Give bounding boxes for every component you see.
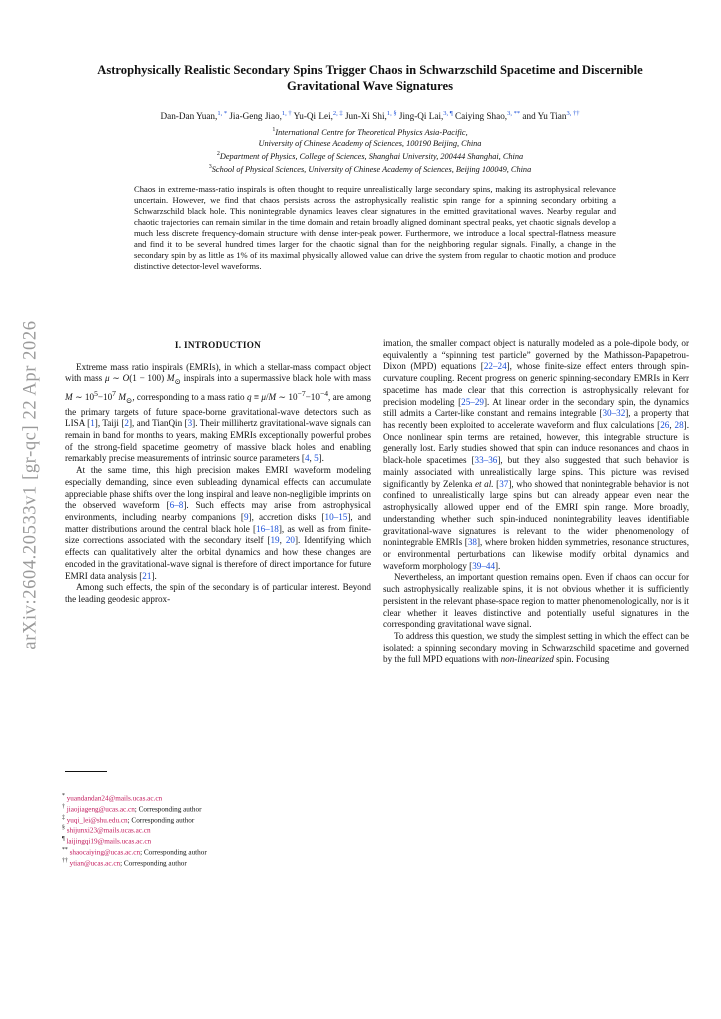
footnote [62,846,372,857]
footnote-mark: †† [62,857,68,864]
footnote-mark: ‡ [62,814,65,821]
left-column [65,340,371,606]
citation-link[interactable]: 2 [124,418,129,429]
citation-link[interactable]: 9 [243,512,249,523]
footnote-mark: § [62,825,65,832]
footnote-mark: † [62,803,65,810]
affiliation-mark: 2 [216,150,220,157]
author-email-link[interactable]: laijingqi19@mails.ucas.ac.cn [66,837,152,846]
author-affiliation-mark[interactable]: 1, † [281,110,292,117]
citation-link[interactable]: 19 [270,535,280,546]
abstract: Chaos in extreme-mass-ratio inspirals is often thought to require unrealistically large secondary spins, making its astrophysical relevance uncertain. However, we find that chaos persists across the astrophysically realistic spin range for a spinning secondary orbiting a Schwarzschild black hole. This nonintegrable dynamics leaves clear signatures in the emitted gravitational waves. Nearby regular and chaotic trajectories can remain similar in the time domain and retain broadly aligned dominant spectral peaks, yet chaotic signals develop a much less discrete frequency-domain structure with dense inter-peak power. Furthermore, we introduce a local spectral-flatness measure and find it to be several hundred times larger for the chaotic signal than for the neighboring regular signals. Finally, a change in the secondary spin by as little as 1% of its maximal physically allowed value can drive the system from regular to chaotic motion and produce distinctive detector-level waveforms. [134,184,616,272]
citation-link[interactable]: 25–29 [461,396,484,407]
affiliation-line [60,125,680,138]
author-affiliation-mark[interactable]: 3, †† [566,110,580,117]
author-name: Jing-Qi Lai, [396,111,444,122]
footnote-note: ; Corresponding author [127,815,195,824]
author-affiliation-mark[interactable]: 1, § [386,110,397,117]
affiliation-mark: 3 [208,163,212,170]
arxiv-sidebar [12,300,50,670]
body-paragraph: Extreme mass ratio inspirals (EMRIs), in which a stellar-mass compact object with mass μ ∼ O(1 − 100) $M_⊙$ inspirals into a supermassive black hole with mass M ∼ $10^5-10^7$ $M_⊙$, corresponding to a mass ratio q ≡ μ/M ∼ $10^{-7}-10^{-4}$, are among the primary targets of future space-borne gravitational-wave detectors such as LISA [1], Taiji [2], and TianQin [3]. Their millihertz gravitational-wave signals can remain in band for months to years, making EMRIs exceptionally powerful probes of the strong-field spacetime geometry of massive black holes and enabling remarkably precise measurements of intrinsic source parameters [4, 5]. [65,361,371,464]
citation-link[interactable]: 30–32 [602,408,626,419]
footnote-note: ; Corresponding author [140,848,207,857]
footnote-rule [65,771,107,772]
author-affiliation-mark[interactable]: 1, * [217,110,228,117]
footnote [62,792,372,803]
affiliation-text: University of Chinese Academy of Sciences, 100190 Beijing, China [258,138,482,148]
paper-title: Astrophysically Realistic Secondary Spins Trigger Chaos in Schwarzschild Spacetime and Discernible Gravitational Wave Signatures [97,63,643,93]
affiliation-text: International Centre for Theoretical Physics Asia-Pacific, [275,127,468,137]
citation-link[interactable]: 22–24 [483,361,507,372]
author-name: Jun-Xi Shi, [342,111,387,122]
footnote [62,857,372,868]
body-paragraph: To address this question, we study the simplest setting in which the effect can be isolated: a spinning secondary moving in Schwarzschild spacetime and governed by the full MPD equations with non-linearized spin. Focusing [383,630,689,665]
affiliation-line [60,149,680,162]
author-list [45,108,695,122]
author-affiliation-mark[interactable]: 3, ** [507,110,521,117]
footnotes [62,792,372,868]
footnote-note: ; Corresponding author [134,805,202,814]
footnote [62,835,372,846]
citation-link[interactable]: 33–36 [474,455,498,466]
affiliations [60,125,680,174]
body-paragraph: Nevertheless, an important question remains open. Even if chaos can occur for such astrophysically realizable spins, it is not obvious whether it is sufficiently persistent in the relevant phase-space region to matter phenomenologically, nor is it clear whether it leaves distinctive and potentially useful signatures in the corresponding gravitational wave signal. [383,572,689,630]
author-name: Jia-Geng Jiao, [227,111,282,122]
author-name: Dan-Dan Yuan, [160,111,218,122]
citation-link[interactable]: 16–18 [256,523,279,534]
body-paragraph: At the same time, this high precision makes EMRI waveform modeling especially demanding, since even subleading dynamical effects can accumulate appreciable phase shifts over the long inspiral and leave non-negligible imprints on the observed waveform [6–8]. Such effects may arise from astrophysical environments, including nearby companions [9], accretion disks [10–15], and matter distributions around the central black hole [16–18], as well as from finite-size corrections associated with the secondary itself [19, 20]. Identifying which effects can qualitatively alter the orbital dynamics and how these changes are encoded in the gravitational-wave signal is therefore of direct importance for future EMRI data analysis [21]. [65,465,372,581]
affiliation-line [60,138,680,149]
citation-link[interactable]: 6–8 [169,500,184,511]
footnote-mark: ¶ [62,836,65,843]
author-email-link[interactable]: jiaojiageng@ucas.ac.cn [66,805,135,814]
citation-link[interactable]: 4 [304,453,310,464]
citation-link[interactable]: 3 [187,418,193,429]
author-email-link[interactable]: yuandandan24@mails.ucas.ac.cn [66,794,163,803]
body-paragraph: imation, the smaller compact object is naturally modeled as a pole-dipole body, or equivalently a “spinning test particle” governed by the Mathisson-Papapetrou-Dixon (MPD) equations [22–24], whose finite-size effect enters through spin-curvature coupling. Recent progress on generic spinning-secondary EMRIs in Kerr spacetime has made clear that this correction is astrophysically relevant for precision modeling [25–29]. At linear order in the secondary spin, the dynamics still admits a Carter-like constant and remains integrable [30–32], a property that has recently been exploited to accelerate waveform and flux calculations [26, 28]. Once nonlinear spin terms are retained, however, this integrable structure is generally lost. Early studies showed that spin can induce resonances and chaos in black-hole spacetimes [33–36], but they also suggested that such behavior is mainly associated with unrealistically large spins. This picture was revised significantly by Zelenka et al. [37], who showed that nonintegrable behavior is not confined to unrealistically large spins but can already appear even near the astrophysically allowed upper end of the EMRI spin range. More broadly, understanding whether such spin-induced nonintegrability leaves identifiable gravitational-wave signatures is relevant to the wider phenomenology of nonintegrable EMRIs [38], where broken hidden symmetries, resonance structures, or environmental perturbations can likewise modify orbital dynamics and waveform morphology [39–44]. [383,338,690,571]
citation-link[interactable]: 37 [499,478,509,489]
body-paragraph: Among such effects, the spin of the secondary is of particular interest. Beyond the leading geodesic approx- [65,582,371,605]
citation-link[interactable]: 1 [90,418,95,429]
affiliation-mark: 1 [272,127,276,133]
citation-link[interactable]: 39–44 [472,560,496,571]
right-column [383,338,689,666]
left-column-body [65,362,371,606]
citation-link[interactable]: 20 [285,535,295,546]
footnote [62,814,372,825]
footnote [62,824,372,835]
author-name: and Yu Tian [520,111,567,122]
affiliation-line [60,162,680,175]
citation-link[interactable]: 38 [467,537,477,548]
author-name: Yu-Qi Lei, [291,111,333,122]
author-affiliation-mark[interactable]: 2, ‡ [332,110,343,117]
right-column-body [383,338,689,666]
affiliation-text: School of Physical Sciences, University of Chinese Academy of Sciences, Beijing 100049, China [211,164,532,174]
author-email-link[interactable]: shijunxi23@mails.ucas.ac.cn [66,826,151,835]
author-email-link[interactable]: shaocaiying@ucas.ac.cn [69,848,141,857]
author-email-link[interactable]: ytian@ucas.ac.cn [69,859,121,868]
affiliation-text: Department of Physics, College of Sciences, Shanghai University, 200444 Shanghai, China [219,151,524,161]
citation-link[interactable]: 26 [660,420,670,431]
citation-link[interactable]: 21 [142,570,152,581]
author-name: Caiying Shao, [452,111,508,122]
footnote-mark: * [62,793,65,799]
footnote [62,803,372,814]
citation-link[interactable]: 10–15 [324,512,348,523]
author-email-link[interactable]: yuqi_lei@shu.edu.cn [66,815,128,824]
arxiv-identifier[interactable]: arXiv:2604.20533v1 [gr-qc] 22 Apr 2026 [20,320,41,650]
section-heading: I. INTRODUCTION [174,340,262,350]
citation-link[interactable]: 28 [674,420,684,431]
footnote-note: ; Corresponding author [120,859,187,868]
citation-link[interactable]: 5 [314,453,319,464]
author-affiliation-mark[interactable]: 3, ¶ [443,110,453,117]
footnote-mark: ** [62,846,68,853]
